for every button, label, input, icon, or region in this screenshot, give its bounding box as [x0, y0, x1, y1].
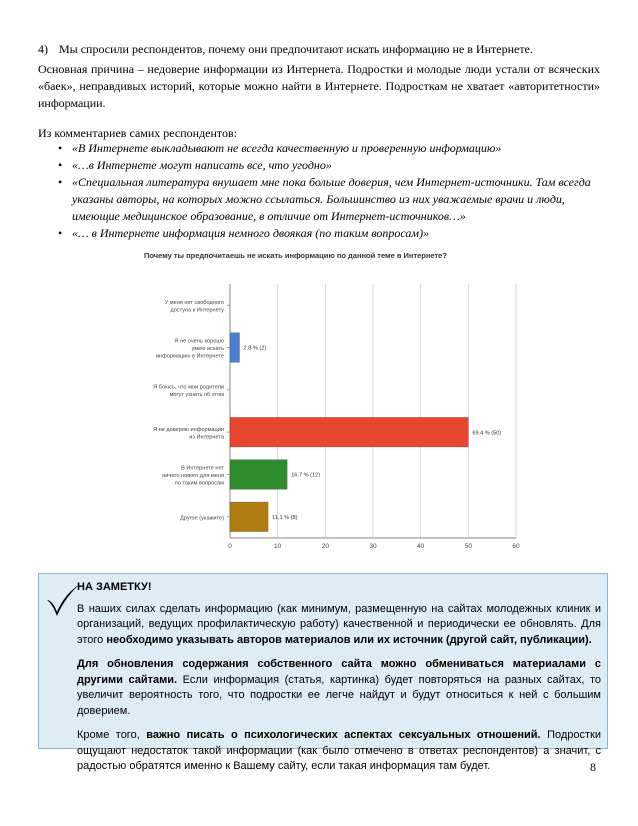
bar: [230, 333, 240, 363]
survey-chart: [118, 240, 528, 558]
category-label: Я не очень хорошо: [174, 338, 224, 345]
bar: [230, 417, 468, 447]
note-body: [77, 580, 601, 784]
x-tick-label: 30: [369, 543, 377, 550]
x-tick-label: 60: [512, 543, 520, 550]
category-label: ничего нового для меня: [162, 473, 224, 479]
category-label: Я не доверяю информации: [152, 426, 224, 433]
category-label: доступа к Интернету: [170, 307, 224, 314]
category-label: из Интернета: [189, 434, 224, 441]
x-tick-label: 50: [464, 543, 472, 550]
list-item: [38, 174, 598, 225]
note-title: НА ЗАМЕТКУ!: [77, 581, 152, 593]
list-item: [38, 140, 598, 157]
x-tick-label: 40: [417, 543, 425, 550]
category-label: умею искать: [191, 346, 224, 352]
data-label: 2.8 % (2): [243, 345, 267, 352]
note-paragraph-1: [77, 602, 601, 649]
data-label: 11.1 % (8): [272, 515, 298, 522]
bullet-icon: •: [58, 141, 63, 155]
note-box: [38, 573, 608, 772]
category-label: могут узнать об этом: [169, 392, 224, 399]
x-tick-label: 0: [228, 543, 232, 550]
category-label: Другое (укажите): [179, 515, 224, 522]
quote-text: «… в Интернете информация немного двоякая (по таким вопросам)»: [72, 226, 430, 240]
x-tick-label: 10: [274, 543, 282, 550]
quotes-list: [38, 140, 598, 242]
note-bold-text: Для обновления содержания собственного сайта можно обмениваться материалами с другими сайтами.: [77, 658, 601, 686]
note-paragraph-2: [77, 657, 601, 719]
note-bold-text: необходимо указывать авторов материалов или их источник (другой сайт, публикации).: [106, 633, 592, 646]
note-text: Если информация (статья, картинка) будет повторяться на разных сайтах, то увеличит вероятность того, что подростки ее легче найдут и будут относиться к ней с большим доверием.: [77, 673, 601, 717]
category-label: Я боюсь, что мои родители: [153, 384, 224, 391]
checkmark-icon: [45, 582, 81, 618]
x-tick-label: 20: [321, 543, 329, 550]
data-label: 69.4 % (50): [472, 430, 502, 437]
category-label: по таким вопросам: [174, 480, 224, 487]
list-item: [38, 157, 598, 174]
bar: [230, 460, 287, 490]
note-text: Подростки ощущают недостаток такой информации (как было отмечено в ответах респондентов) а значит, с радостью обратятся именно к Вашему сайту, если такая информация там будет.: [77, 729, 601, 772]
bullet-icon: •: [58, 158, 63, 172]
intro-paragraph: Основная причина – недоверие информации из Интернета. Подростки и молодые люди устали от всяческих «баек», неправдивых историй, которые можно найти в Интернете. Подросткам не хватает «авторитетности» информации.: [38, 62, 600, 110]
category-label: В Интернете нет: [181, 465, 224, 472]
chart-title: Почему ты предпочитаешь не искать информацию по данной теме в Интернете?: [144, 251, 447, 260]
category-label: У меня нет свободного: [164, 299, 224, 306]
question-number: 4): [38, 42, 48, 56]
category-label: информацию в Интернете: [155, 353, 224, 360]
quote-text: «…в Интернете могут написать все, что угодно»: [72, 158, 332, 172]
comments-title: Из комментариев самих респондентов:: [38, 126, 238, 140]
bar: [230, 502, 268, 532]
quote-text: «В Интернете выкладывают не всегда качественную и проверенную информацию»: [72, 141, 502, 155]
note-bold-text: важно писать о психологических аспектах сексуальных отношений.: [146, 729, 541, 741]
note-text: Кроме того,: [77, 729, 147, 741]
quote-text: «Специальная литература внушает мне пока больше доверия, чем Интернет-источники. Там всегда указаны авторы, на которых можно ссылаться. Большинство из них уважаемые врачи и люди, имеющие медицинское образование, в отличие от Интернет-источников…»: [72, 175, 591, 223]
question-heading: [38, 42, 533, 57]
bullet-icon: •: [58, 226, 63, 240]
note-paragraph-3: [77, 728, 601, 775]
chart-svg: [118, 240, 528, 558]
bullet-icon: •: [58, 175, 63, 189]
note-text: В наших силах сделать информацию (как минимум, размещенную на сайтах молодежных клиник и организаций, ведущих профилактическую работу) качественной и периодически ее обновлять. Для этого: [77, 602, 601, 646]
data-label: 16.7 % (12): [291, 472, 321, 479]
question-text: Мы спросили респондентов, почему они предпочитают искать информацию не в Интернете.: [59, 42, 533, 56]
page-number: 8: [590, 760, 596, 774]
